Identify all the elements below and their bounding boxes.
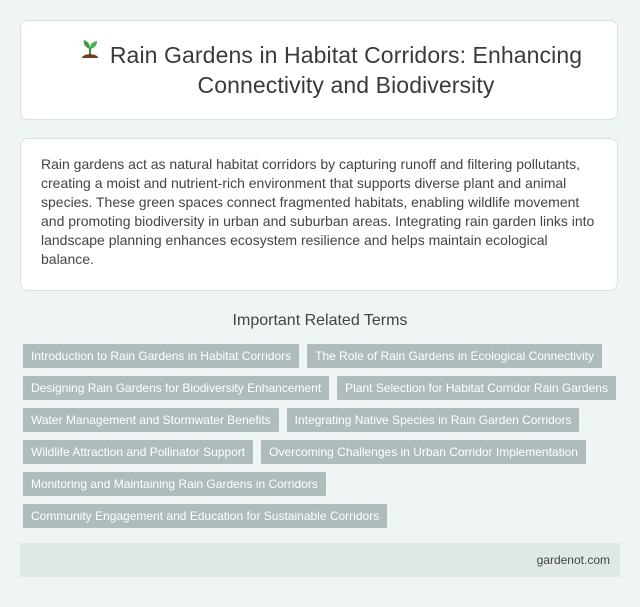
term-chip[interactable]: Water Management and Stormwater Benefits xyxy=(23,408,279,432)
title-wrapper xyxy=(21,40,617,100)
term-chip[interactable]: Wildlife Attraction and Pollinator Support xyxy=(23,440,253,464)
term-chip[interactable]: Overcoming Challenges in Urban Corridor Implementation xyxy=(261,440,586,464)
term-row xyxy=(23,504,623,528)
term-row xyxy=(23,376,623,400)
term-chip[interactable]: Monitoring and Maintaining Rain Gardens in Corridors xyxy=(23,472,326,496)
sprout-icon xyxy=(75,36,105,66)
related-terms-list xyxy=(23,344,623,536)
term-row xyxy=(23,408,623,432)
description-text: Rain gardens act as natural habitat corridors by capturing runoff and filtering pollutants, creating a moist and nutrient-rich environment that supports diverse plant and animal species. These green spaces connect fragmented habitats, enabling wildlife movement and promoting biodiversity in urban and suburban areas. Integrating rain garden links into landscape planning enhances ecosystem resilience and helps maintain ecological balance. xyxy=(41,156,595,267)
description-card xyxy=(20,138,618,291)
term-chip[interactable]: Community Engagement and Education for Sustainable Corridors xyxy=(23,504,387,528)
term-row xyxy=(23,440,623,464)
term-row xyxy=(23,472,623,496)
term-row xyxy=(23,344,623,368)
title-card xyxy=(20,20,618,120)
footer xyxy=(20,543,620,577)
term-chip[interactable]: Integrating Native Species in Rain Garden Corridors xyxy=(287,408,580,432)
page-title: Rain Gardens in Habitat Corridors: Enhancing Connectivity and Biodiversity xyxy=(109,42,583,98)
footer-site-link[interactable]: gardenot.com xyxy=(536,553,610,567)
term-chip[interactable]: Designing Rain Gardens for Biodiversity Enhancement xyxy=(23,376,329,400)
term-chip[interactable]: Introduction to Rain Gardens in Habitat Corridors xyxy=(23,344,299,368)
term-chip[interactable]: Plant Selection for Habitat Corridor Rain Gardens xyxy=(337,376,616,400)
term-chip[interactable]: The Role of Rain Gardens in Ecological Connectivity xyxy=(307,344,602,368)
related-terms-heading: Important Related Terms xyxy=(232,312,408,329)
